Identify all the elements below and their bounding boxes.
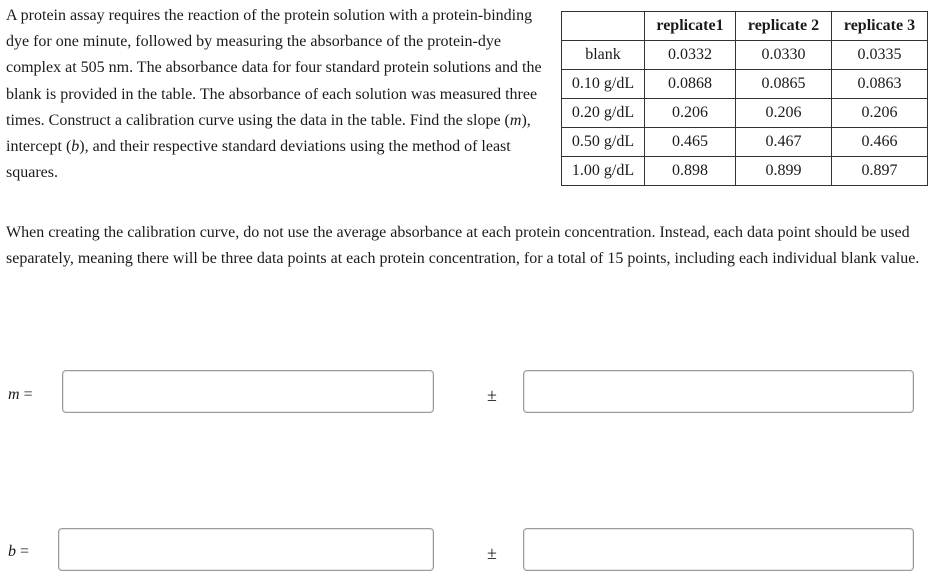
intercept-sd-input[interactable] xyxy=(523,528,914,571)
note-text: When creating the calibration curve, do not use the average absorbance at each protein concentration. Instead, each data point should be used separately, meaning there will be three data points at each protein concentration, for a total of 15 points, including each individual blank value. xyxy=(6,224,920,268)
table-cell: 0.0868 xyxy=(645,70,736,99)
table-header-corner xyxy=(562,12,645,41)
table-header-replicate-3: replicate 3 xyxy=(832,12,928,41)
table-cell: 0.0332 xyxy=(645,41,736,70)
row-label: blank xyxy=(562,41,645,70)
table-row xyxy=(562,128,928,157)
intro-text-b: ), intercept ( xyxy=(6,111,531,156)
table-cell: 0.466 xyxy=(832,128,928,157)
row-label: 1.00 g/dL xyxy=(562,157,645,186)
table-cell: 0.0330 xyxy=(736,41,832,70)
table-header-replicate-2: replicate 2 xyxy=(736,12,832,41)
table-row xyxy=(562,99,928,128)
table-header-replicate-1: replicate1 xyxy=(645,12,736,41)
table-cell: 0.0863 xyxy=(832,70,928,99)
b-label xyxy=(8,543,29,561)
table-header-row xyxy=(562,12,928,41)
table-cell: 0.467 xyxy=(736,128,832,157)
table-cell: 0.899 xyxy=(736,157,832,186)
m-symbol: m xyxy=(8,386,20,403)
table-cell: 0.206 xyxy=(832,99,928,128)
row-label: 0.50 g/dL xyxy=(562,128,645,157)
b-equals: = xyxy=(20,543,30,560)
intro-text-c: ), and their respective standard deviations using the method of least squares. xyxy=(6,138,511,182)
absorbance-table xyxy=(561,11,928,186)
table-cell: 0.0865 xyxy=(736,70,832,99)
m-label xyxy=(8,386,33,404)
instruction-note xyxy=(6,220,921,272)
slope-sd-input[interactable] xyxy=(523,370,914,413)
row-label: 0.20 g/dL xyxy=(562,99,645,128)
table-row xyxy=(562,157,928,186)
b-symbol: b xyxy=(8,543,16,560)
table-cell: 0.206 xyxy=(736,99,832,128)
table-cell: 0.465 xyxy=(645,128,736,157)
m-plus-minus: ± xyxy=(487,385,497,405)
slope-input[interactable] xyxy=(62,370,434,413)
row-label: 0.10 g/dL xyxy=(562,70,645,99)
intercept-input[interactable] xyxy=(58,528,434,571)
table-cell: 0.897 xyxy=(832,157,928,186)
table-cell: 0.898 xyxy=(645,157,736,186)
m-equals: = xyxy=(23,386,33,403)
table-row xyxy=(562,41,928,70)
b-plus-minus: ± xyxy=(487,543,497,563)
table-cell: 0.206 xyxy=(645,99,736,128)
intro-text-a: A protein assay requires the reaction of the protein solution with a protein-binding dye for one minute, followed by measuring the absorbance of the protein-dye complex at 505 nm. The absorbance data for four standard protein solutions and the blank is provided in the table. The absorbance of each solution was measured three times. Construct a calibration curve using the data in the table. Find the slope ( xyxy=(6,7,542,129)
table-cell: 0.0335 xyxy=(832,41,928,70)
table-row xyxy=(562,70,928,99)
slope-symbol: m xyxy=(509,111,522,129)
intercept-symbol: b xyxy=(71,138,80,156)
problem-statement xyxy=(6,3,551,186)
